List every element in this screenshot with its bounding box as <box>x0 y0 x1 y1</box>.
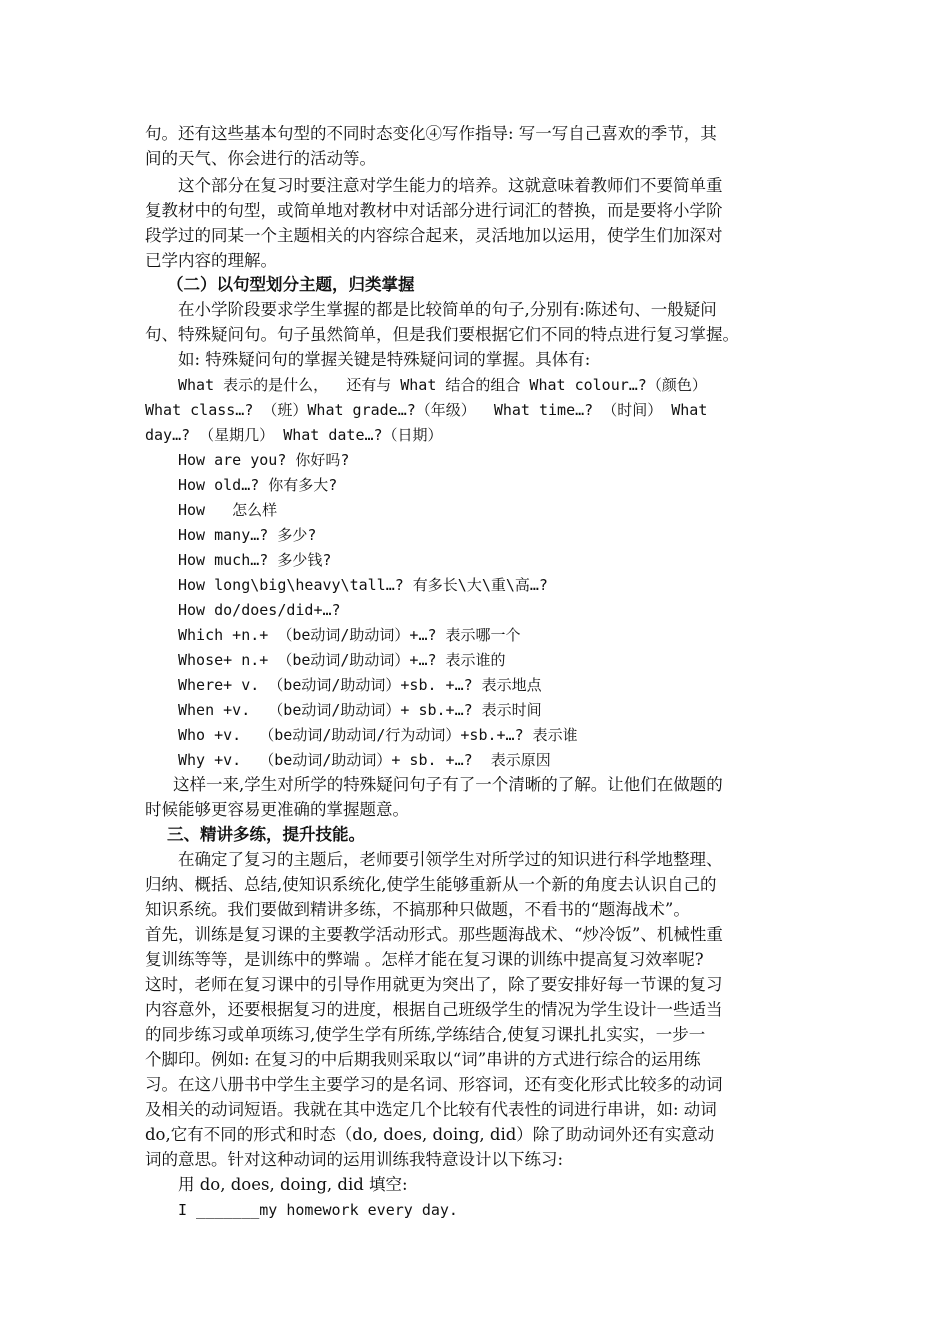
text-line: 习。在这八册书中学生主要学习的是名词、形容词，还有变化形式比较多的动词 <box>145 1075 723 1094</box>
text-line: I _______my homework every day. <box>178 1201 458 1219</box>
text-line: 知识系统。我们要做到精讲多练，不搞那种只做题，不看书的“题海战术”。 <box>145 900 690 919</box>
text-line: Where+ v. （be动词/助动词）+sb. +…? 表示地点 <box>178 676 542 694</box>
text-line: 在确定了复习的主题后，老师要引领学生对所学过的知识进行科学地整理、 <box>178 850 723 869</box>
text-line: 在小学阶段要求学生掌握的都是比较简单的句子,分别有:陈述句、一般疑问 <box>178 300 717 319</box>
text-line: 及相关的动词短语。我就在其中选定几个比较有代表性的词进行串讲，如: 动词 <box>145 1100 717 1119</box>
text-line: How long\big\heavy\tall…? 有多长\大\重\高…? <box>178 576 548 594</box>
text-line: 已学内容的理解。 <box>145 251 277 270</box>
text-line: How do/does/did+…? <box>178 601 341 619</box>
text-line: 首先，训练是复习课的主要教学活动形式。那些题海战术、“炒冷饭”、机械性重 <box>145 925 723 944</box>
text-line: 句、特殊疑问句。句子虽然简单，但是我们要根据它们不同的特点进行复习掌握。 <box>145 325 739 344</box>
text-line: day…? （星期几） What date…?（日期） <box>145 426 443 444</box>
text-line: 时候能够更容易更准确的掌握题意。 <box>145 800 409 819</box>
text-line: How old…? 你有多大? <box>178 476 338 494</box>
text-line: 这个部分在复习时要注意对学生能力的培养。这就意味着教师们不要简单重 <box>178 176 723 195</box>
text-line: 如: 特殊疑问句的掌握关键是特殊疑问词的掌握。具体有: <box>178 350 591 369</box>
text-line: 用 do, does, doing, did 填空: <box>178 1175 408 1194</box>
text-line: 间的天气、你会进行的活动等。 <box>145 149 376 168</box>
text-line: How are you? 你好吗? <box>178 451 350 469</box>
text-line: 这时，老师在复习课中的引导作用就更为突出了，除了要安排好每一节课的复习 <box>145 975 723 994</box>
text-line: Which +n.+ （be动词/助动词）+…? 表示哪一个 <box>178 626 521 644</box>
text-line: Whose+ n.+ （be动词/助动词）+…? 表示谁的 <box>178 651 506 669</box>
text-line: How many…? 多少? <box>178 526 317 544</box>
text-line: What 表示的是什么， 还有与 What 结合的组合 What colour…?（颜色） <box>178 376 707 394</box>
text-line: 词的意思。针对这种动词的运用训练我特意设计以下练习: <box>145 1150 564 1169</box>
text-line: 的同步练习或单项练习,使学生学有所练,学练结合,使复习课扎扎实实，一步一 <box>145 1025 706 1044</box>
text-line: How much…? 多少钱? <box>178 551 332 569</box>
text-line: How 怎么样 <box>178 501 278 519</box>
text-line: 归纳、概括、总结,使知识系统化,使学生能够重新从一个新的角度去认识自己的 <box>145 875 717 894</box>
text-line: 复教材中的句型，或简单地对教材中对话部分进行词汇的替换，而是要将小学阶 <box>145 201 723 220</box>
text-line: 个脚印。例如: 在复习的中后期我则采取以“词”串讲的方式进行综合的运用练 <box>145 1050 701 1069</box>
section-heading: 三、精讲多练，提升技能。 <box>167 825 365 844</box>
text-line: 句。还有这些基本句型的不同时态变化④写作指导: 写一写自己喜欢的季节，其 <box>145 124 717 143</box>
text-line: Who +v. （be动词/助动词/行为动词）+sb.+…? 表示谁 <box>178 726 578 744</box>
text-line: Why +v. （be动词/助动词）+ sb. +…? 表示原因 <box>178 751 551 769</box>
text-line: 内容意外，还要根据复习的进度，根据自己班级学生的情况为学生设计一些适当 <box>145 1000 723 1019</box>
text-line: do,它有不同的形式和时态（do, does, doing, did）除了助动词外还有实意动 <box>145 1125 715 1144</box>
text-line: 段学过的同某一个主题相关的内容综合起来，灵活地加以运用，使学生们加深对 <box>145 226 723 245</box>
section-heading: （二）以句型划分主题，归类掌握 <box>167 275 415 294</box>
text-line: What class…? （班）What grade…?（年级） What time…? （时间） What <box>145 401 708 419</box>
text-line: When +v. （be动词/助动词）+ sb.+…? 表示时间 <box>178 701 542 719</box>
text-line: 这样一来,学生对所学的特殊疑问句子有了一个清晰的了解。让他们在做题的 <box>173 775 723 794</box>
text-line: 复训练等等，是训练中的弊端 。怎样才能在复习课的训练中提高复习效率呢? <box>145 950 704 969</box>
